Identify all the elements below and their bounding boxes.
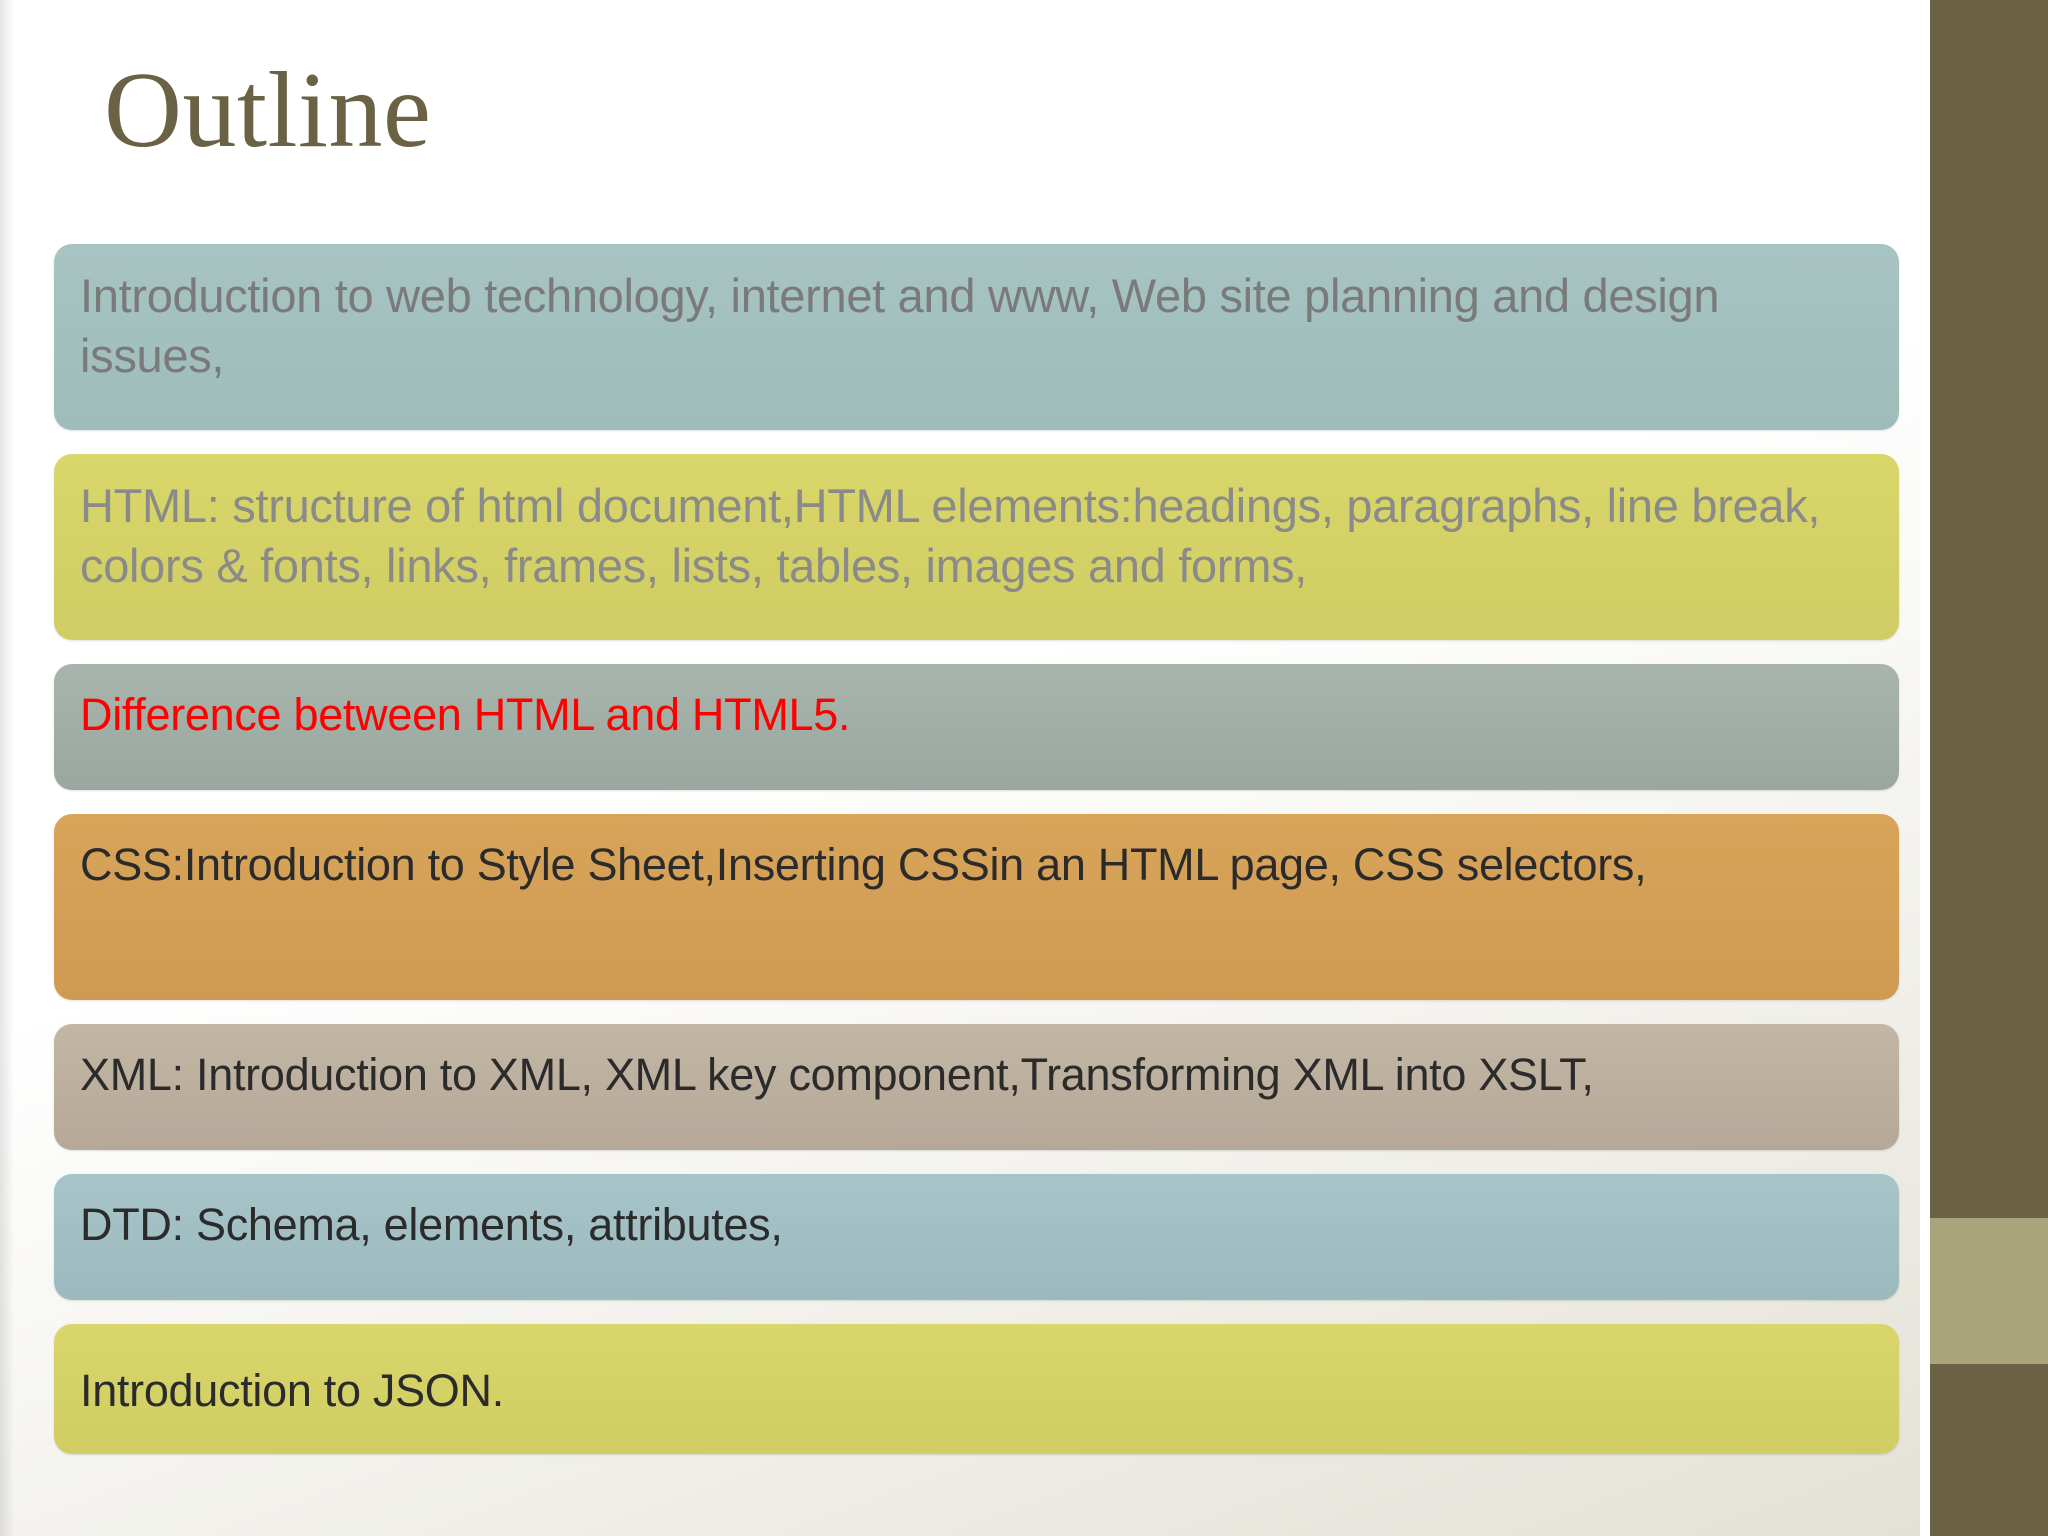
list-item-text: XML: Introduction to XML, XML key component,Transforming XML into XSLT, [80,1049,1594,1100]
list-item [54,1324,1899,1454]
list-item [54,814,1899,1000]
right-band-accent-block [1930,1218,2048,1364]
list-item [54,1024,1899,1150]
page-title: Outline [104,51,432,170]
list-item [54,664,1899,790]
list-item-text: Introduction to JSON. [80,1365,504,1416]
list-item [54,454,1899,640]
left-edge-shadow [0,0,14,1536]
list-item-text: DTD: Schema, elements, attributes, [80,1199,783,1250]
right-band-divider [1920,0,1930,1536]
list-item-text: Introduction to web technology, internet and www, Web site planning and design issues, [80,269,1720,383]
outline-list [54,244,1899,1478]
list-item-text: Difference between HTML and HTML5. [80,689,851,740]
list-item-text: HTML: structure of html document,HTML elements:headings, paragraphs, line break, colors & fonts, links, frames, lists, tables, images and forms, [80,479,1821,593]
list-item [54,1174,1899,1300]
list-item-text: CSS:Introduction to Style Sheet,Inserting CSSin an HTML page, CSS selectors, [80,839,1647,890]
list-item [54,244,1899,430]
